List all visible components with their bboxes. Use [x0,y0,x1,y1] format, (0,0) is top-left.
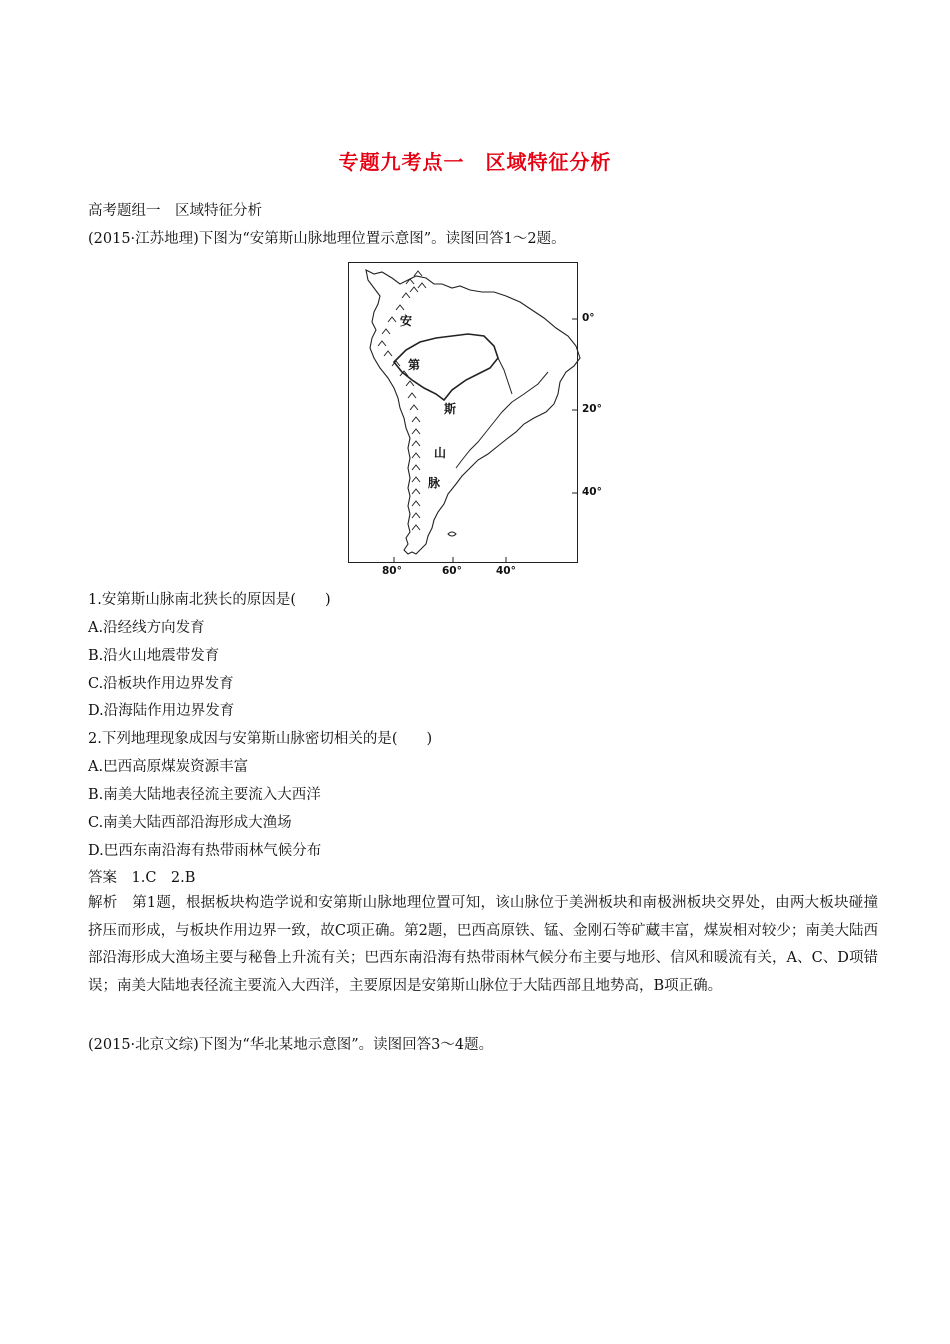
lon-label-80: 80° [382,565,402,577]
question-2-option-a: A.巴西高原煤炭资源丰富 [88,759,249,775]
longitude-ticks [394,557,506,563]
question-1-option-d: D.沿海陆作用边界发育 [88,703,235,719]
question-2-option-d: D.巴西东南沿海有热带雨林气候分布 [88,843,322,859]
analysis-paragraph: 解析 第1题，根据板块构造学说和安第斯山脉地理位置可知，该山脉位于美洲板块和南极洲板块交界处，由两大板块碰撞挤压而形成，与板块作用边界一致，故C项正确。第2题，巴西高原铁、锰、金刚石等矿藏丰富，煤炭相对较少；南美大陆西部沿海形成大渔场主要与秘鲁上升流有关；巴西东南沿海有热带雨林气候分布主要与地形、信风和暖流有关，A、C、D项错误；南美大陆地表径流主要流入大西洋，主要原因是安第斯山脉位于大陆西部且地势高，B项正确。 [88,895,878,994]
continent-outline [366,270,580,554]
map-label-shan: 山 [434,446,447,460]
lon-label-60: 60° [442,565,462,577]
question-2-option-b: B.南美大陆地表径流主要流入大西洋 [88,787,321,803]
intro-question-3-4: (2015·北京文综)下图为“华北某地示意图”。读图回答3～4题。 [88,1037,494,1053]
lat-label-0: 0° [582,312,595,324]
andes-map-figure [348,262,618,580]
map-label-si: 斯 [444,402,457,416]
question-1-stem: 1.安第斯山脉南北狭长的原因是( ) [88,592,331,608]
falkland-islands [448,532,456,536]
lat-label-40: 40° [582,486,602,498]
map-label-an: 安 [400,314,413,328]
group-heading: 高考题组一 区域特征分析 [88,203,262,219]
question-2-option-c: C.南美大陆西部沿海形成大渔场 [88,815,292,831]
map-label-di: 第 [408,358,421,372]
page-title: 专题九考点一 区域特征分析 [338,150,612,174]
answer-line: 答案 1.C 2.B [88,870,196,886]
south-america-map [348,262,618,580]
intro-question-1-2: (2015·江苏地理)下图为“安第斯山脉地理位置示意图”。读图回答1～2题。 [88,231,566,247]
question-1-option-b: B.沿火山地震带发育 [88,648,220,664]
andes-mountain-symbols [378,271,426,530]
lat-label-20: 20° [582,403,602,415]
question-2-stem: 2.下列地理现象成因与安第斯山脉密切相关的是( ) [88,731,433,747]
river-2 [498,358,512,394]
map-label-mai: 脉 [428,476,441,490]
question-1-option-a: A.沿经线方向发育 [88,620,205,636]
question-1-option-c: C.沿板块作用边界发育 [88,676,234,692]
parana-river [456,372,548,468]
lon-label-40: 40° [496,565,516,577]
